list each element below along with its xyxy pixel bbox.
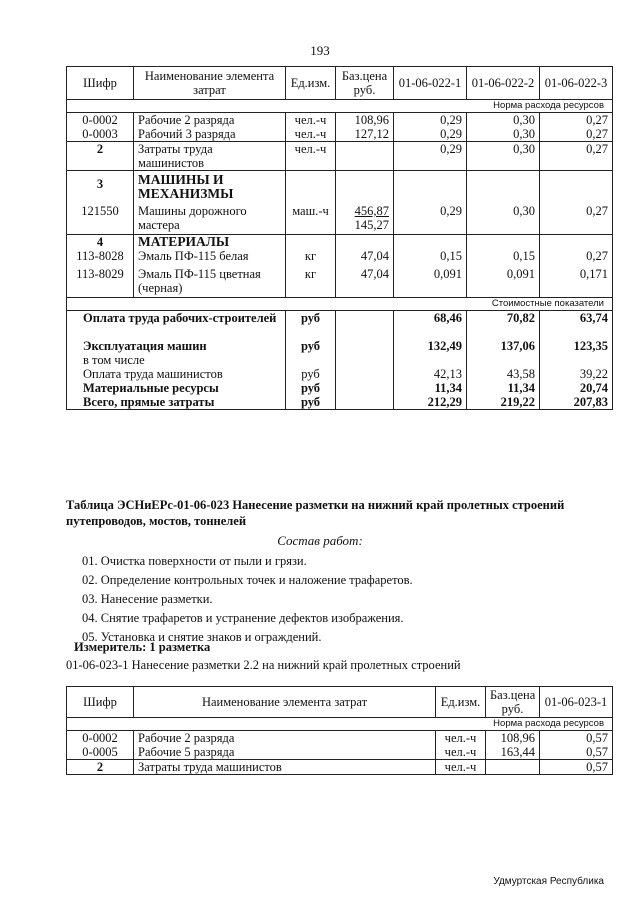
table-row: [67, 142, 613, 171]
table-row: [67, 731, 613, 746]
table-row: [67, 201, 613, 235]
summary-value: 11,34: [394, 381, 467, 395]
page-number: 193: [310, 43, 330, 58]
row-name: Эмаль ПФ-115 цветная (черная): [134, 267, 286, 298]
summary-value: 219,22: [467, 395, 540, 410]
row-code: 0-0002: [67, 113, 134, 128]
row-code: 113-8029: [67, 267, 134, 298]
row-name: Затраты труда машинистов: [134, 760, 436, 775]
row-value: 0,30: [467, 201, 540, 235]
summary-unit: руб: [286, 395, 336, 410]
row-value: 0,57: [540, 760, 613, 775]
row-value: 0,30: [467, 142, 540, 171]
row-price: 47,04: [336, 267, 394, 298]
row-price: [336, 142, 394, 171]
row-price: 108,96: [336, 113, 394, 128]
col-header-price: Баз.цена руб.: [486, 687, 540, 718]
section-row-machines: [67, 171, 613, 202]
row-unit: чел.-ч: [436, 745, 486, 760]
section-row-materials: [67, 235, 613, 250]
section-heading: МАТЕРИАЛЫ: [134, 235, 286, 250]
footer-region: Удмуртская Республика: [493, 876, 604, 887]
summary-value: 123,35: [540, 339, 613, 367]
table-heading: Таблица ЭСНиЕРс-01-06-023 Нанесение разметки на нижний край пролетных строений путепроводов, мостов, тоннелей: [66, 498, 565, 528]
row-name: Рабочие 5 разряда: [134, 745, 436, 760]
table-row: [67, 127, 613, 142]
row-price: 127,12: [336, 127, 394, 142]
row-name: Эмаль ПФ-115 белая: [134, 249, 286, 267]
summary-row: [67, 395, 613, 410]
resource-table-022: [66, 66, 613, 410]
col-header-022-1: 01-06-022-1: [394, 67, 467, 100]
col-header-022-3: 01-06-022-3: [540, 67, 613, 100]
summary-unit: руб: [286, 339, 336, 367]
summary-unit: руб: [286, 367, 336, 381]
row-unit: чел.-ч: [436, 731, 486, 746]
subtable-title: 01-06-023-1 Нанесение разметки 2.2 на нижний край пролетных строений: [66, 658, 461, 672]
col-header-022-2: 01-06-022-2: [467, 67, 540, 100]
row-code: 0-0005: [67, 745, 134, 760]
row-value: 0,57: [540, 731, 613, 746]
row-price-sub: 145,27: [354, 218, 389, 232]
row-value: 0,27: [540, 142, 613, 171]
row-price-main: 456,87: [354, 204, 389, 218]
resource-table-023: [66, 686, 613, 775]
list-item: 03. Нанесение разметки.: [82, 592, 213, 606]
work-composition-title: Состав работ:: [277, 533, 363, 548]
summary-value: 63,74: [540, 311, 613, 340]
row-value: 0,30: [467, 127, 540, 142]
table-row: [67, 760, 613, 775]
summary-value: 20,74: [540, 381, 613, 395]
row-price: [486, 760, 540, 775]
summary-unit: руб: [286, 381, 336, 395]
table-row: [67, 249, 613, 267]
section-heading: МАШИНЫ И МЕХАНИЗМЫ: [134, 171, 286, 202]
summary-value: 11,34: [467, 381, 540, 395]
cost-label-row: [67, 298, 613, 311]
col-header-name: Наименование элемента затрат: [134, 67, 286, 100]
col-header-023-1: 01-06-023-1: [540, 687, 613, 718]
table-row: [67, 267, 613, 298]
row-unit: чел.-ч: [286, 113, 336, 128]
row-value: 0,27: [540, 113, 613, 128]
list-item: 02. Определение контрольных точек и наложение трафаретов.: [82, 573, 413, 587]
col-header-price: Баз.цена руб.: [336, 67, 394, 100]
summary-value: 207,83: [540, 395, 613, 410]
row-code: 4: [67, 235, 134, 250]
cost-label: Стоимостные показатели: [67, 298, 613, 311]
measure-unit: Измеритель: 1 разметка: [74, 640, 211, 654]
row-unit: чел.-ч: [436, 760, 486, 775]
summary-name-text: Эксплуатация машин: [83, 339, 207, 353]
row-price: 47,04: [336, 249, 394, 267]
row-value: 0,30: [467, 113, 540, 128]
summary-unit: руб: [286, 311, 336, 340]
row-unit: маш.-ч: [286, 201, 336, 235]
row-name: Рабочие 2 разряда: [134, 113, 286, 128]
summary-row: [67, 311, 613, 340]
row-price: 108,96: [486, 731, 540, 746]
col-header-unit: Ед.изм.: [286, 67, 336, 100]
row-code: 0-0003: [67, 127, 134, 142]
norma-row: [67, 718, 613, 731]
work-list: [82, 552, 413, 647]
summary-value: 42,13: [394, 367, 467, 381]
row-price: [336, 201, 394, 235]
summary-name: Всего, прямые затраты: [67, 395, 286, 410]
table-header-row: [67, 687, 613, 718]
summary-subtext: в том числе: [83, 353, 145, 367]
summary-value: 43,58: [467, 367, 540, 381]
row-value: 0,57: [540, 745, 613, 760]
list-item: 01. Очистка поверхности от пыли и грязи.: [82, 554, 307, 568]
summary-value: 68,46: [394, 311, 467, 340]
row-value: 0,27: [540, 249, 613, 267]
row-unit: чел.-ч: [286, 127, 336, 142]
norma-row: [67, 100, 613, 113]
summary-value: 70,82: [467, 311, 540, 340]
summary-row: [67, 367, 613, 381]
summary-value: 39,22: [540, 367, 613, 381]
row-unit: чел.-ч: [286, 142, 336, 171]
row-unit: кг: [286, 267, 336, 298]
summary-name: [67, 339, 286, 367]
summary-value: 137,06: [467, 339, 540, 367]
row-value: 0,29: [394, 127, 467, 142]
row-value: 0,091: [467, 267, 540, 298]
row-price: 163,44: [486, 745, 540, 760]
row-name: Машины дорожного мастера: [134, 201, 286, 235]
summary-name: Оплата труда машинистов: [67, 367, 286, 381]
list-item: 05. Установка и снятие знаков и ограждений.: [82, 630, 322, 644]
norma-label: Норма расхода ресурсов: [67, 100, 613, 113]
table-row: [67, 113, 613, 128]
row-name: Рабочие 2 разряда: [134, 731, 436, 746]
col-header-code: Шифр: [67, 687, 134, 718]
summary-row: [67, 381, 613, 395]
row-code: 113-8028: [67, 249, 134, 267]
row-value: 0,29: [394, 201, 467, 235]
table-row: [67, 745, 613, 760]
row-code: 2: [67, 760, 134, 775]
summary-row: [67, 339, 613, 367]
row-name: Рабочий 3 разряда: [134, 127, 286, 142]
table-header-row: [67, 67, 613, 100]
row-value: 0,15: [394, 249, 467, 267]
list-item: 04. Снятие трафаретов и устранение дефектов изображения.: [82, 611, 404, 625]
summary-name: Материальные ресурсы: [67, 381, 286, 395]
row-value: 0,29: [394, 142, 467, 171]
summary-value: 212,29: [394, 395, 467, 410]
summary-value: 132,49: [394, 339, 467, 367]
row-code: 0-0002: [67, 731, 134, 746]
row-value: 0,091: [394, 267, 467, 298]
row-code: 2: [67, 142, 134, 171]
row-value: 0,29: [394, 113, 467, 128]
row-unit: кг: [286, 249, 336, 267]
row-value: 0,171: [540, 267, 613, 298]
row-code: 121550: [67, 201, 134, 235]
norma-label: Норма расхода ресурсов: [67, 718, 613, 731]
row-code: 3: [67, 171, 134, 202]
col-header-code: Шифр: [67, 67, 134, 100]
row-value: 0,15: [467, 249, 540, 267]
col-header-unit: Ед.изм.: [436, 687, 486, 718]
row-name: Затраты труда машинистов: [134, 142, 286, 171]
summary-name: Оплата труда рабочих-строителей: [67, 311, 286, 340]
row-value: 0,27: [540, 127, 613, 142]
row-value: 0,27: [540, 201, 613, 235]
col-header-name: Наименование элемента затрат: [134, 687, 436, 718]
